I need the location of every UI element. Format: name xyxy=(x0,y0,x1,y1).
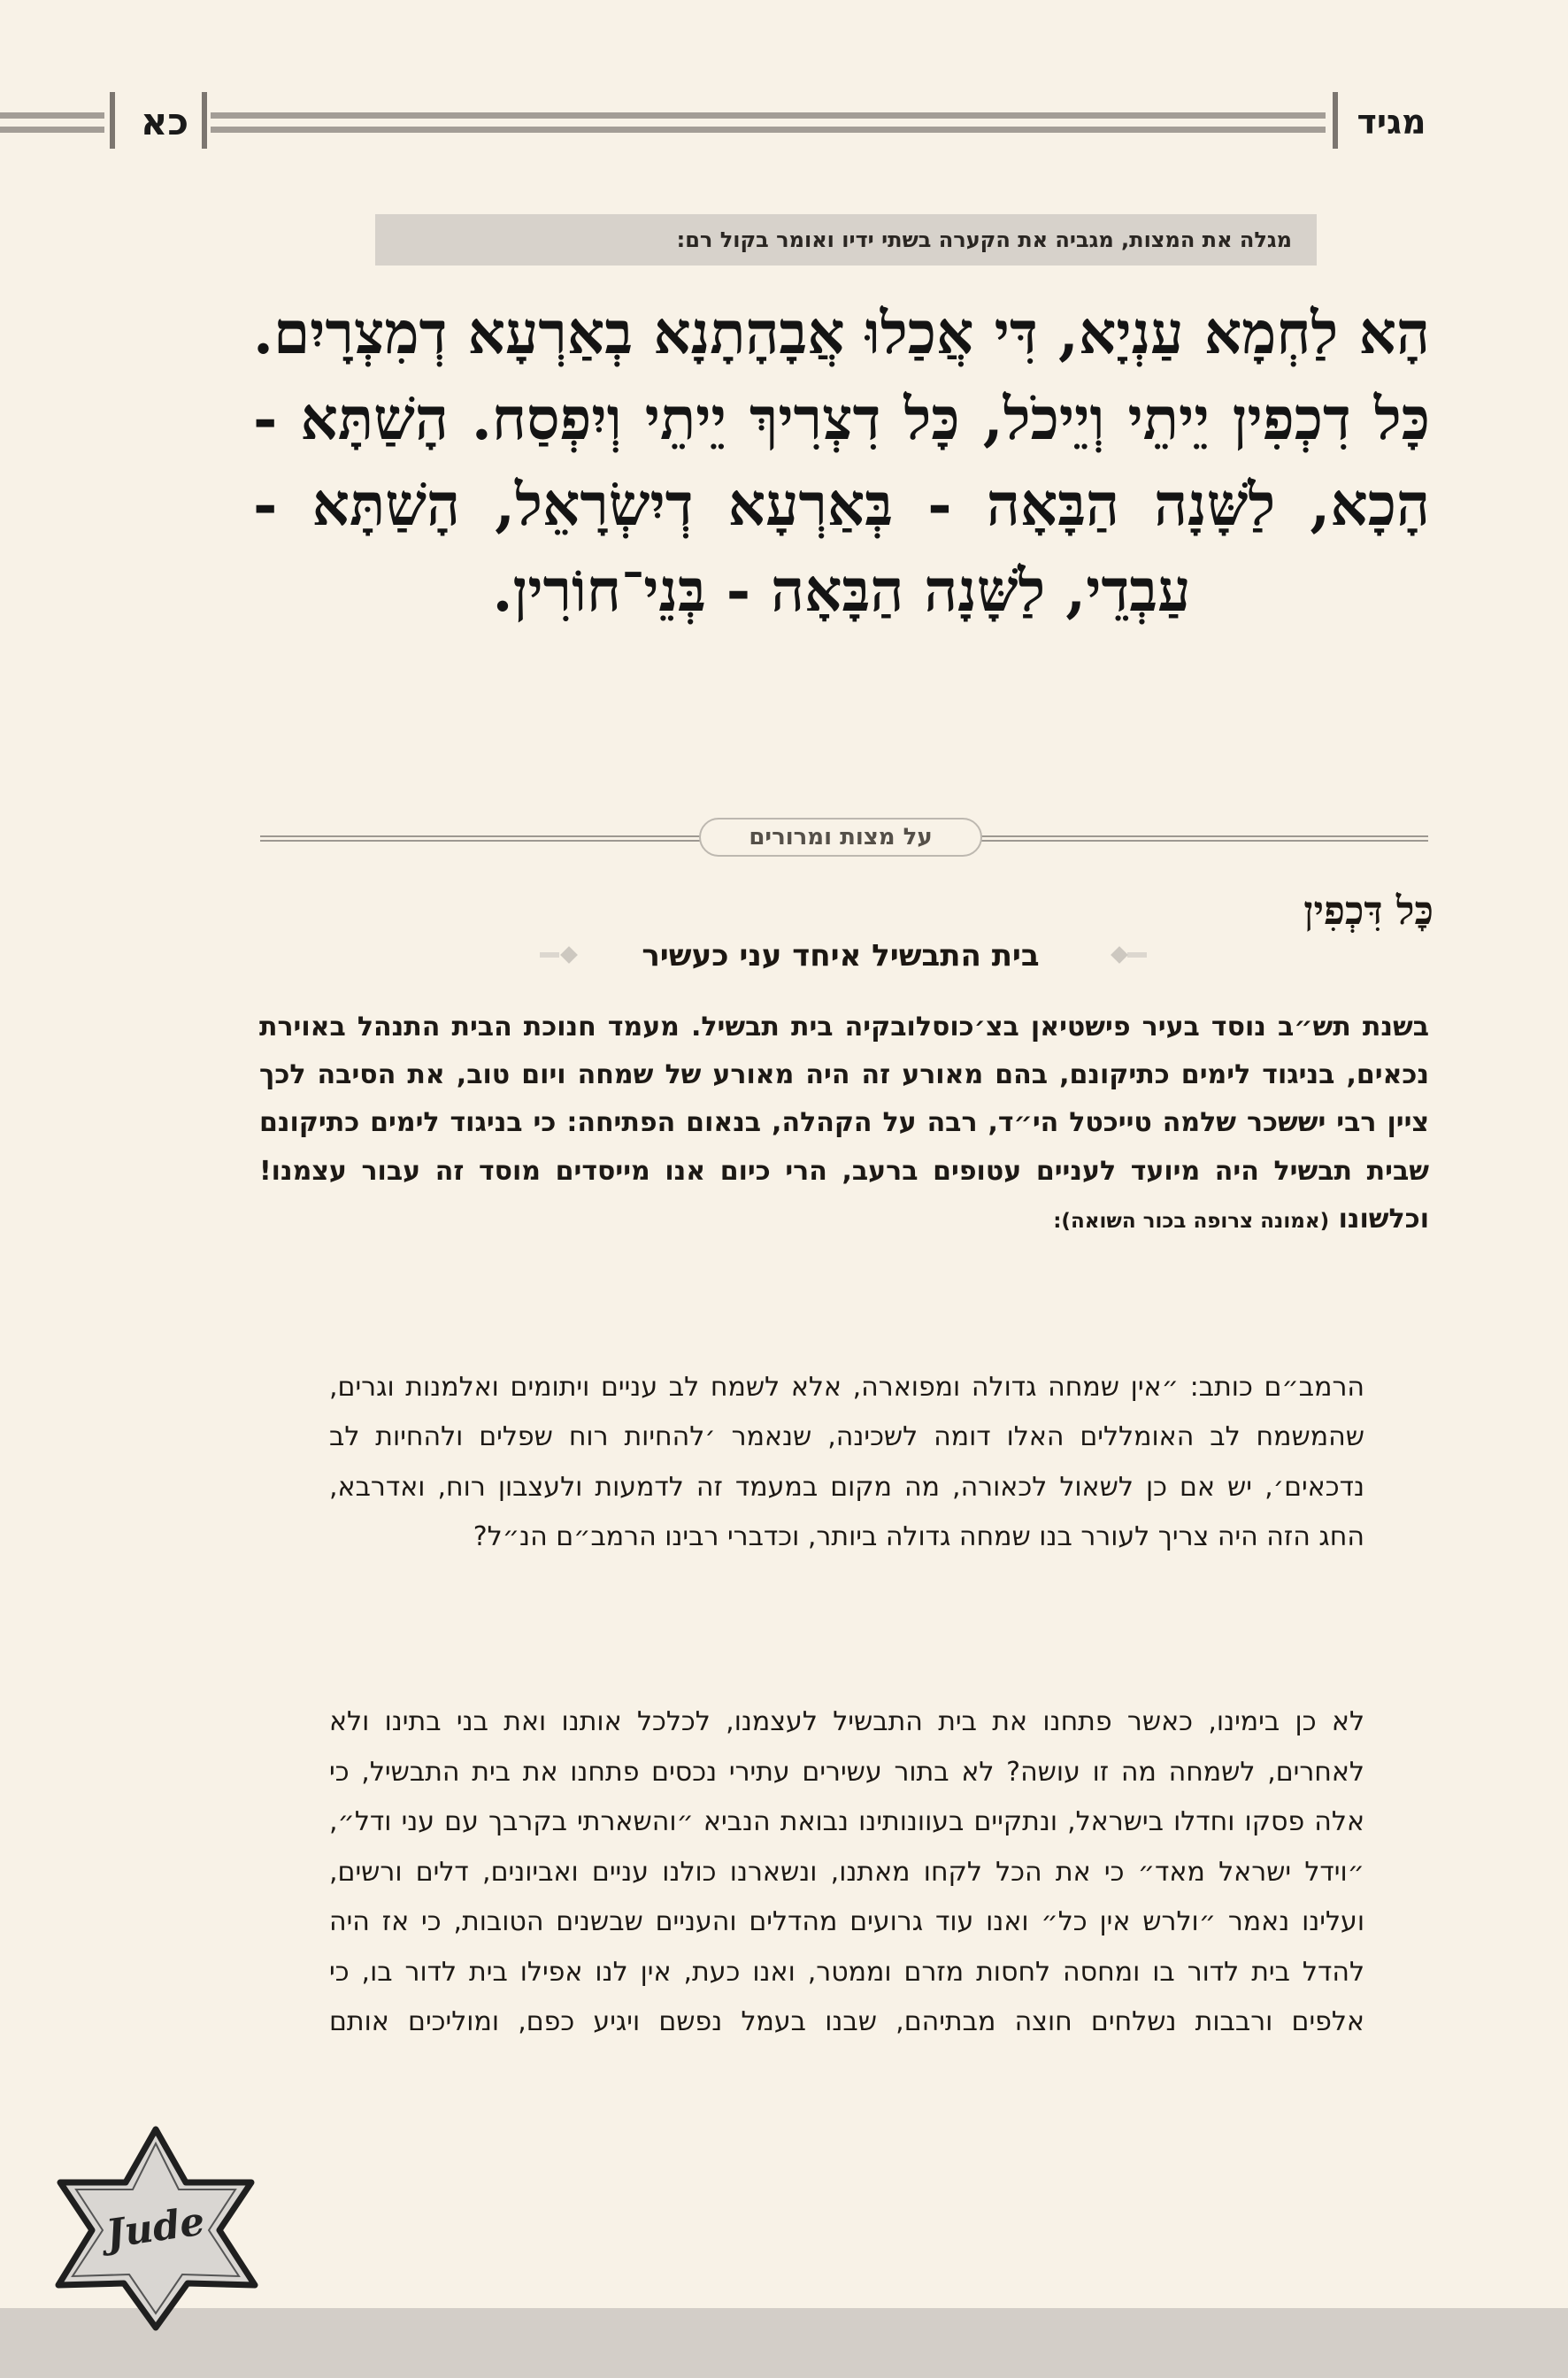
story-title: בית התבשיל איחד עני כעשיר xyxy=(642,938,1040,974)
ornament xyxy=(1127,952,1147,958)
header-rule xyxy=(211,110,1326,136)
story-paragraph xyxy=(259,1004,1429,1245)
quoted-paragraph: הרמב״ם כותב: ״אין שמחה גדולה ומפוארה, אלא לשמח לב עניים ויתומים ואלמנות וגרים, שהמשמח לב האומללים האלו דומה לשכינה, שנאמר ׳להחיות רוח שפלים ולהחיות לב נדכאים׳, יש אם כן לשאול לכאורה, מה מקום במעמד זה לדמעות ולעצבון רוח, ואדרבא, החג הזה היה צריך לעורר בנו שמחה גדולה ביותר, וכדברי רבינו הרמב״ם הנ״ל? xyxy=(329,1372,1364,1552)
divider-label: על מצות ומרורים xyxy=(699,818,982,857)
section-heading: כׇּל דִּכְפִין xyxy=(1303,889,1433,934)
page-number: כא xyxy=(140,100,189,143)
header-rule-left xyxy=(0,110,104,136)
running-title: מגיד xyxy=(1357,103,1426,142)
header-divider xyxy=(202,92,207,149)
quoted-paragraph-continued: לא כן בימינו, כאשר פתחנו את בית התבשיל לעצמנו, לכלכל אותנו ואת בני בתינו ולא לאחרים, לשמחה מה זו עושה? לא בתור עשירים עתירי נכסים פתחנו את בית התבשיל, כי אלה פסקו וחדלו בישראל, ונתקיים בעוונותינו נבואת הנביא ״והשארתי בקרבך עם עני ודל״, ״וידל ישראל מאד״ כי את הכל לקחו מאתנו, ונשארנו כולנו עניים ואביונים, דלים ורשים, ועלינו נאמר ״ולרש אין כל״ ואנו עוד גרועים מהדלים והעניים שבשנים הטובות, כי אז היה להדל בית לדור בו ומחסה לחסות מזרם וממטר, ואנו כעת, אין לנו אפילו בית לדור בו, כי אלפים ורבבות נשלחים חוצה מבתיהם, שבנו בעמל נפשם ויגיע כפם, ומוליכים אותם xyxy=(329,1706,1364,2037)
header-divider xyxy=(1333,92,1338,149)
instruction-banner: מגלה את המצות, מגביה את הקערה בשתי ידיו ואומר בקול רם: xyxy=(375,214,1317,266)
star-badge-icon xyxy=(46,2124,265,2331)
header-divider xyxy=(110,92,115,149)
ornament xyxy=(540,952,559,958)
source-citation: (אמונה צרופה בכור השואה): xyxy=(1053,1209,1330,1233)
paragraph-text: בשנת תש״ב נוסד בעיר פישטיאן בצ׳כוסלובקיה בית תבשיל. מעמד חנוכת הבית התנהל באוירת נכאים, בניגוד לימים כתיקונם, בהם מאורע זה היה מאורע של שמחה ויום טוב, את הסיבה לכך ציין רבי יששכר שלמה טייכטל הי״ד, רבה על הקהלה, בנאום הפתיחה: כי בניגוד לימים כתיקונם שבית תבשיל היה מיועד לעניים עטופים ברעב, הרי כיום אנו מייסדים מוסד זה עבור עצמנו! וכלשונו xyxy=(259,1012,1429,1235)
ha-lachma-text: הָא לַחְמָא עַנְיָא, דִּי אֲכַלוּ אֲבָהָתָנָא בְאַרְעָא דְמִצְרָיִם. כָּל דִכְפִין יֵיתֵי וְיֵיכֹל, כָּל דִצְרִיךְ יֵיתֵי וְיִפְסַח. הָשַׁתָּא - הָכָא, לַשָּׁנָה הַבָּאָה - בְּאַרְעָא דְיִשְׂרָאֵל, הָשַׁתָּא - עַבְדֵי, לַשָּׁנָה הַבָּאָה - בְּנֵי־חוֹרִין. xyxy=(253,298,1430,625)
badge-text: Jude xyxy=(103,2198,208,2258)
